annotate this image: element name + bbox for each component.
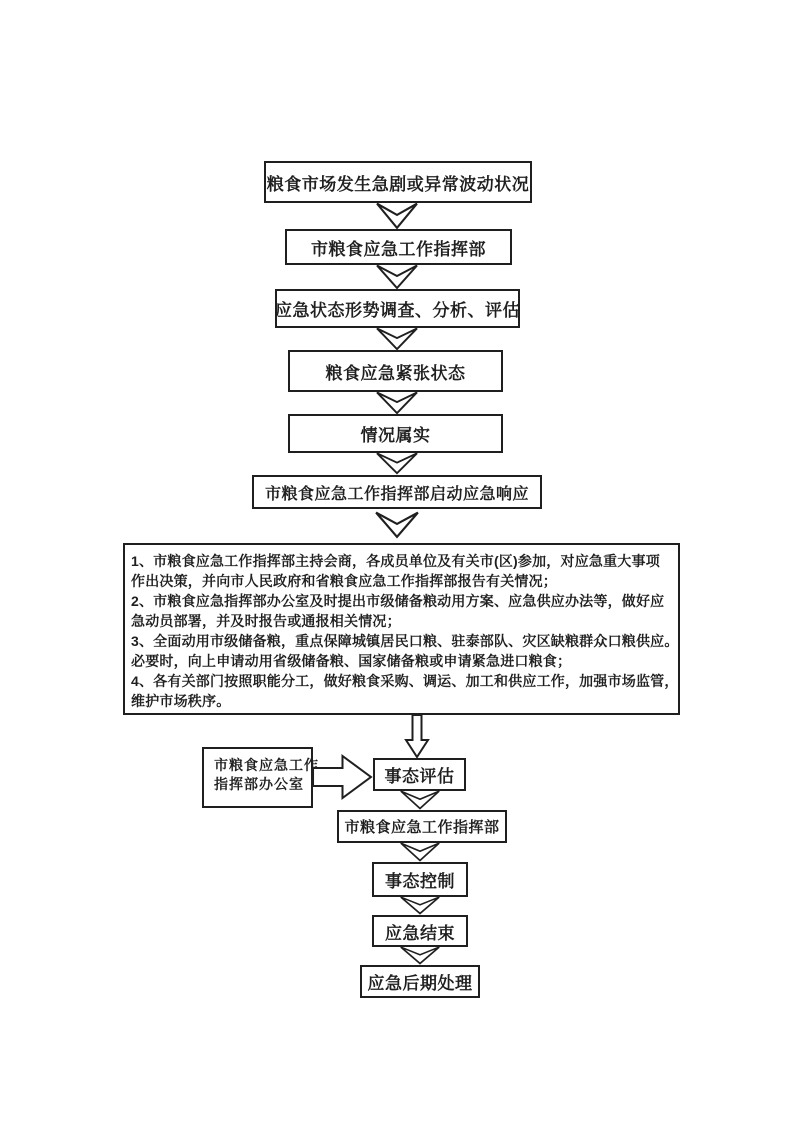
flow-box-launch-emergency-response: 市粮食应急工作指挥部启动应急响应 <box>252 475 542 509</box>
flow-box-command-hq-lower: 市粮食应急工作指挥部 <box>337 810 507 843</box>
measures-line: 必要时，向上申请动用省级储备粮、国家储备粮或申请紧急进口粮食； <box>131 653 572 669</box>
measures-line: 4、各有关部门按照职能分工，做好粮食采购、调运、加工和供应工作，加强市场监管， <box>131 673 679 689</box>
flow-box-market-fluctuation: 粮食市场发生急剧或异常波动状况 <box>264 161 532 203</box>
flow-box-emergency-tension-state: 粮食应急紧张状态 <box>288 350 503 392</box>
flow-box-emergency-end: 应急结束 <box>372 915 468 947</box>
measures-line: 1、市粮食应急工作指挥部主持会商，各成员单位及有关市(区)参加，对应急重大事项 <box>131 553 660 569</box>
chevron-down-arrow-icon <box>399 896 441 915</box>
flow-box-command-hq: 市粮食应急工作指挥部 <box>285 229 512 265</box>
chevron-down-arrow-icon <box>375 202 419 230</box>
flow-box-situation-assessment: 事态评估 <box>373 758 466 791</box>
chevron-down-arrow-icon <box>375 391 419 415</box>
measures-line: 维护市场秩序。 <box>131 693 231 709</box>
chevron-down-arrow-icon <box>399 946 441 965</box>
flow-box-situation-control: 事态控制 <box>372 862 468 897</box>
measures-line: 急动员部署，并及时报告或通报相关情况； <box>131 613 401 629</box>
chevron-down-arrow-icon <box>374 511 420 539</box>
chevron-down-arrow-icon <box>399 842 441 862</box>
chevron-down-arrow-icon <box>375 452 419 475</box>
flow-box-hq-office <box>202 747 319 808</box>
flow-box-response-measures <box>123 543 680 715</box>
chevron-down-arrow-icon <box>375 327 419 351</box>
measures-line: 3、全面动用市级储备粮，重点保障城镇居民口粮、驻泰部队、灾区缺粮群众口粮供应。 <box>131 633 679 649</box>
measures-line: 2、市粮食应急指挥部办公室及时提出市级储备粮动用方案、应急供应办法等，做好应 <box>131 593 665 609</box>
block-right-arrow-icon <box>312 754 373 800</box>
shaft-down-arrow-icon <box>403 715 431 758</box>
hq-office-label-line: 市粮食应急工作 <box>214 757 319 773</box>
hq-office-label-line: 指挥部办公室 <box>214 776 304 792</box>
measures-line: 作出决策，并向市人民政府和省粮食应急工作指挥部报告有关情况； <box>131 573 557 589</box>
flow-box-situation-confirmed: 情况属实 <box>288 414 503 453</box>
flow-box-post-emergency-handling: 应急后期处理 <box>360 965 480 998</box>
flow-box-investigation-analysis: 应急状态形势调查、分析、评估 <box>275 289 520 328</box>
chevron-down-arrow-icon <box>375 264 419 290</box>
chevron-down-arrow-icon <box>399 790 441 810</box>
